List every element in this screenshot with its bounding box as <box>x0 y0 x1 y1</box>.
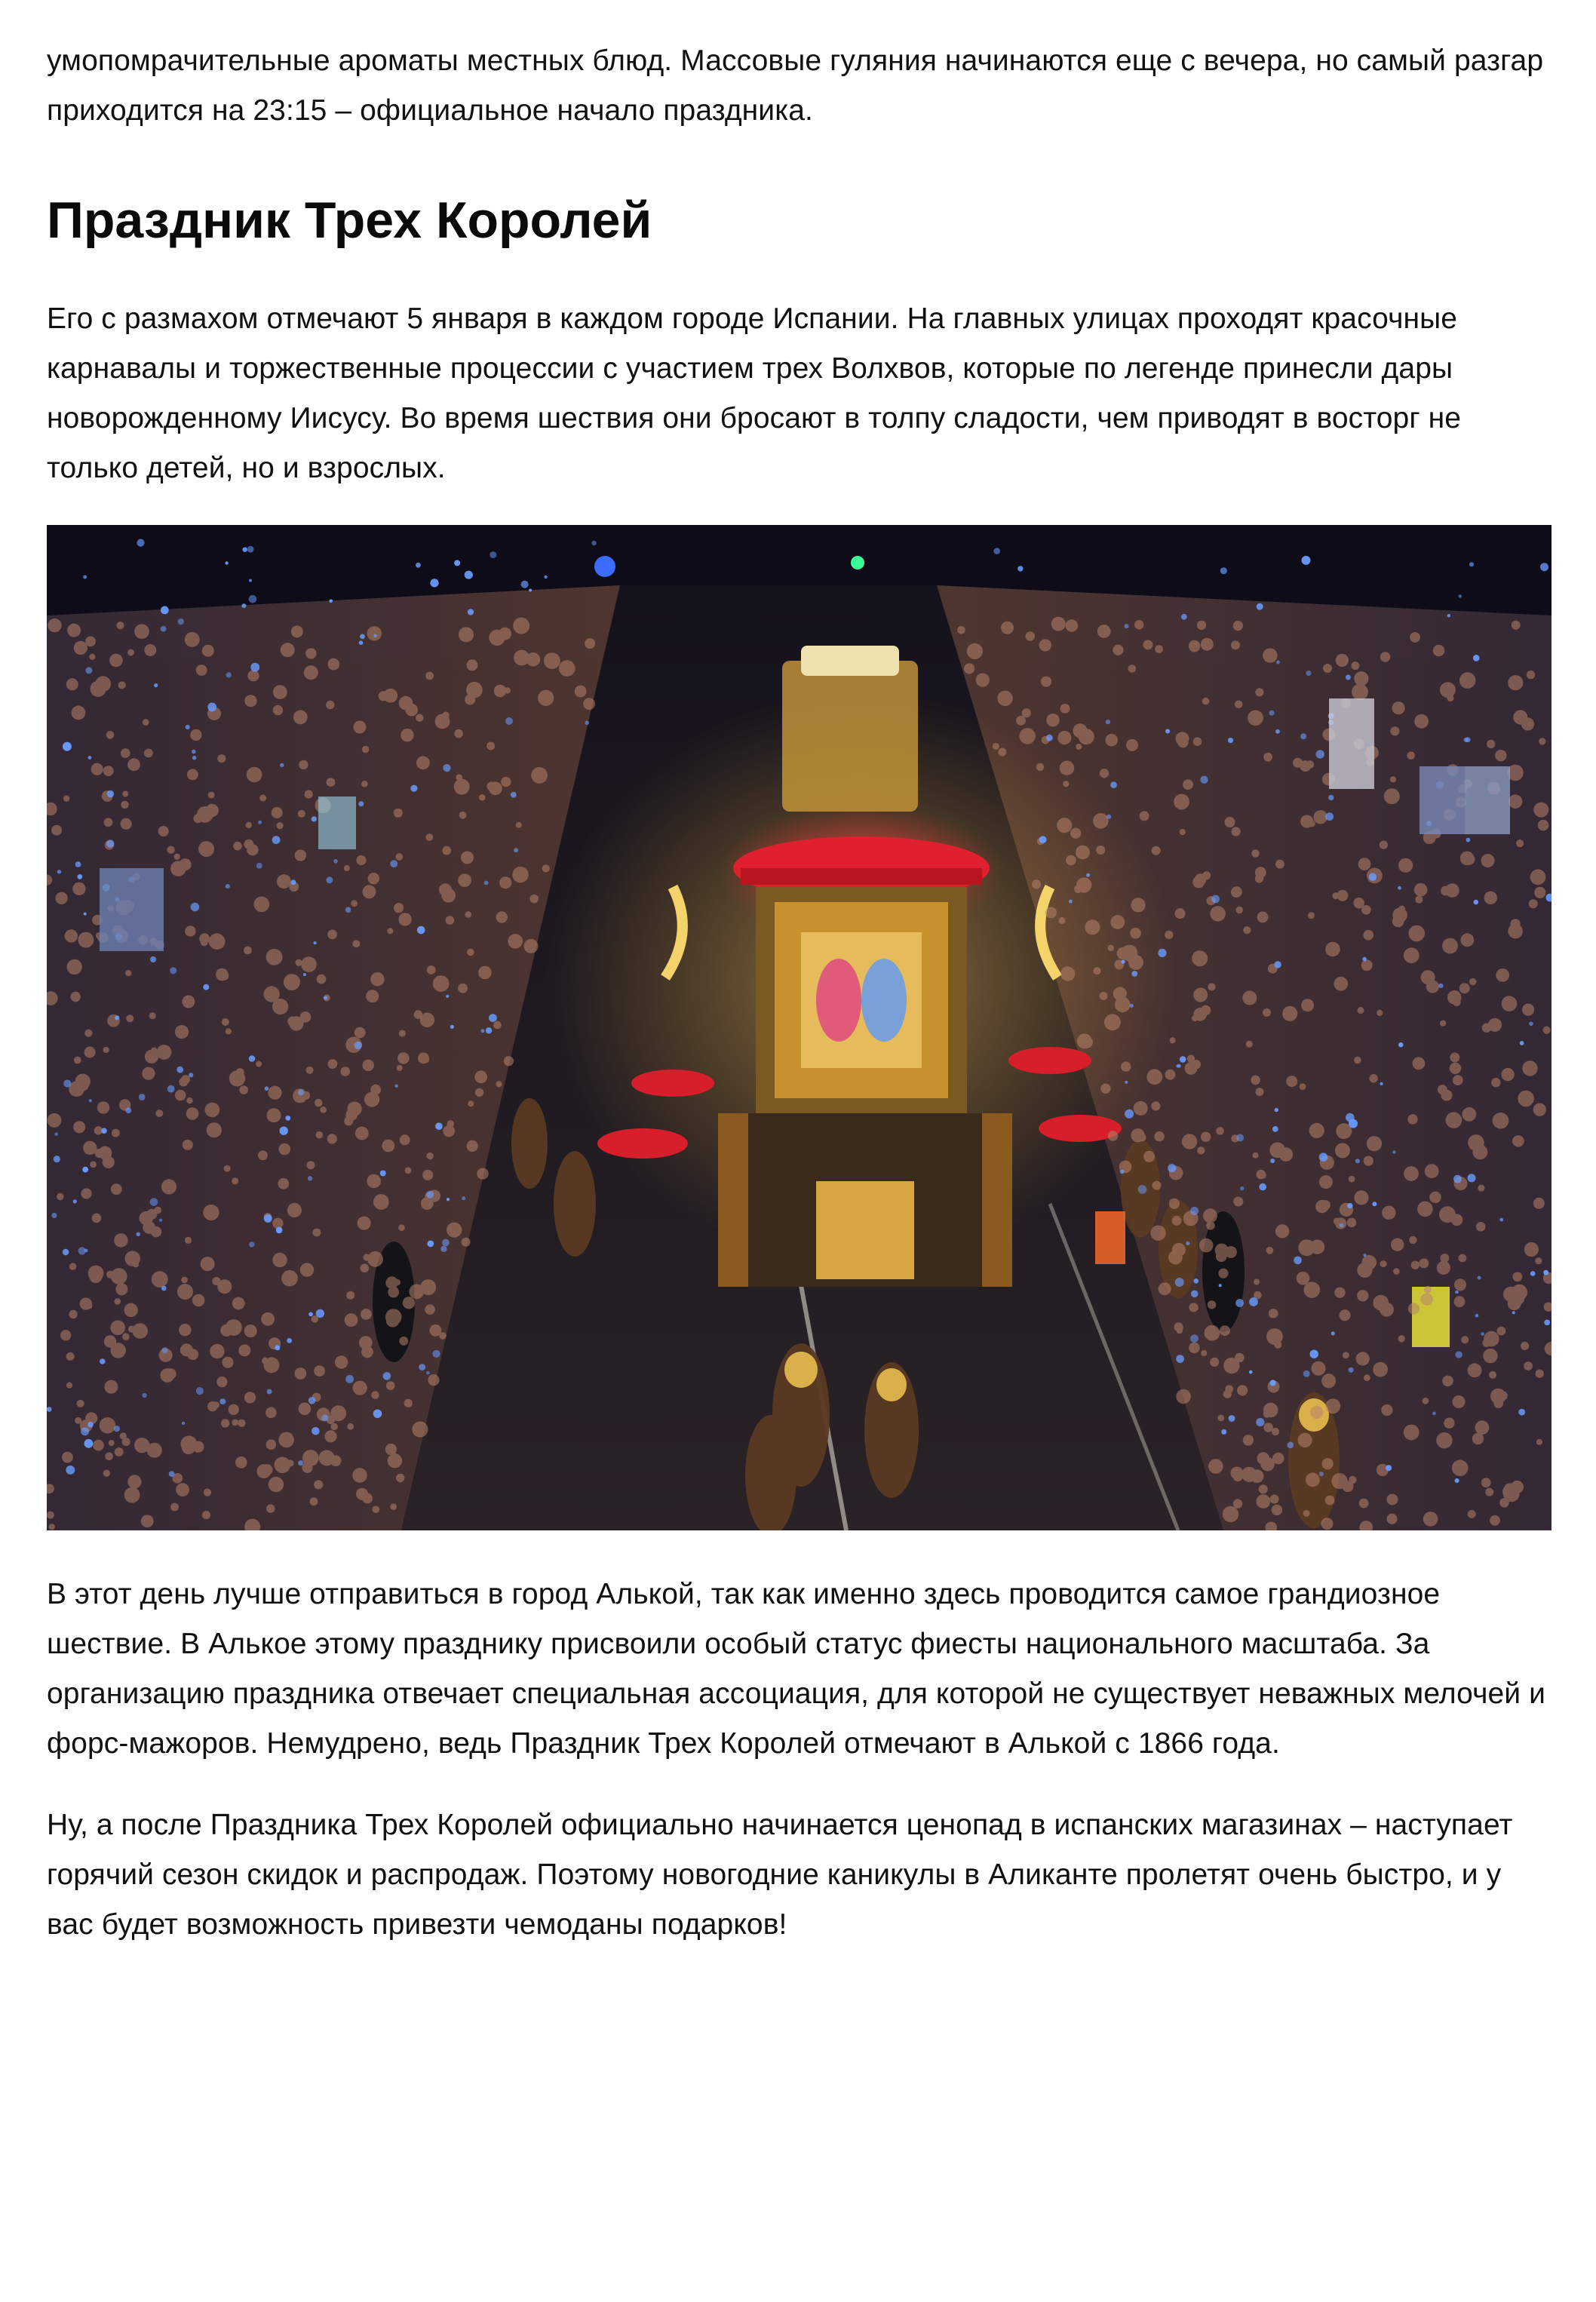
paragraph-sales: Ну, а после Праздника Трех Королей официально начинается ценопад в испанских магазинах – наступает горячий сезон скидок и распродаж. Поэтому новогодние каникулы в Аликанте пролетят очень быстро, и у вас будет возможность привезти чемоданы подарков! <box>47 1809 1513 1941</box>
section-paragraph: Его с размахом отмечают 5 января в каждом городе Испании. На главных улицах проходят красочные карнавалы и торжественные процессии с участием трех Волхвов, которые по легенде принесли дары новорожденному Иисусу. Во время шествия они бросают в толпу сладости, чем приводят в восторг не только детей, но и взрослых. <box>47 302 1462 484</box>
intro-paragraph: умопомрачительные ароматы местных блюд. Массовые гуляния начинаются еще с вечера, но самый разгар приходится на 23:15 – официальное начало праздника. <box>47 45 1544 127</box>
paragraph-alcoy: В этот день лучше отправиться в город Алькой, так как именно здесь проводится самое грандиозное шествие. В Алькое этому празднику присвоили особый статус фиесты национального масштаба. За организацию праздника отвечает специальная ассоциация, для которой не существует неважных мелочей и форс-мажоров. Немудрено, ведь Праздник Трех Королей отмечают в Алькой с 1866 года. <box>47 1578 1545 1760</box>
section-heading: Праздник Трех Королей <box>47 192 652 249</box>
parade-photo-illustration <box>47 525 1551 1530</box>
parade-photo <box>47 525 1551 1530</box>
document-page <box>47 36 1555 1950</box>
